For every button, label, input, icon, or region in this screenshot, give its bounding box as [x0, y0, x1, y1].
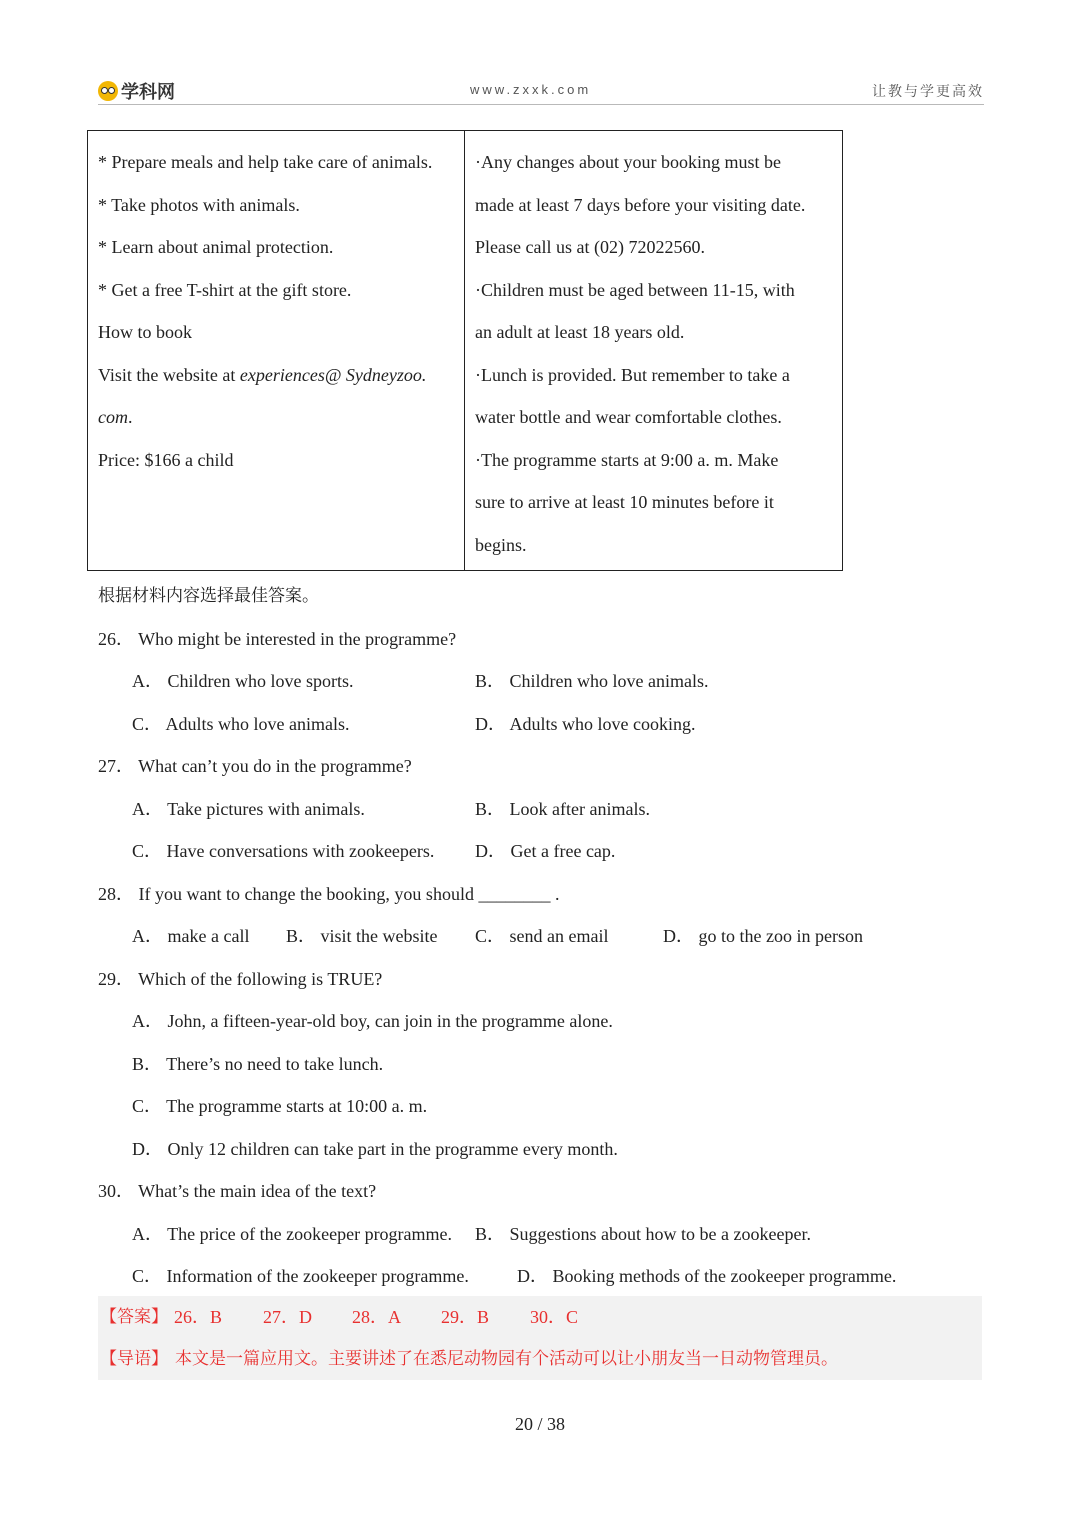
option-a: A． The price of the zookeeper programme. — [132, 1223, 453, 1244]
owl-logo-icon — [98, 81, 118, 101]
question-27-options-row2 — [98, 830, 988, 873]
table-left-line: * Get a free T-shirt at the gift store. — [98, 279, 352, 300]
answer-line — [98, 1296, 982, 1338]
table-left-line: * Prepare meals and help take care of animals. — [98, 152, 433, 172]
table-right-line: ·Lunch is provided. But remember to take a — [475, 364, 790, 385]
answer-box — [98, 1296, 982, 1380]
option-b: B． Suggestions about how to be a zookeeper. — [475, 1223, 811, 1244]
question-29-option-b — [98, 1043, 988, 1086]
question-30-stem: 30． What’s the main idea of the text? — [98, 1181, 377, 1201]
table-left-column — [88, 131, 465, 570]
table-right-line: ·The programme starts at 9:00 a. m. Make — [475, 449, 779, 470]
option-a: A． John, a fifteen-year-old boy, can join in the programme alone. — [132, 1011, 613, 1031]
option-a: A． Children who love sports. — [132, 671, 354, 691]
question-27-stem: 27． What can’t you do in the programme? — [98, 756, 412, 776]
question-29-option-a — [98, 1000, 988, 1043]
table-right-line: ·Children must be aged between 11-15, with — [475, 279, 795, 300]
option-b: B． Children who love animals. — [475, 671, 709, 691]
question-30-options-row1 — [98, 1213, 988, 1256]
info-table — [87, 130, 843, 571]
table-left-line: * Take photos with animals. — [98, 194, 300, 215]
answer-item: 28．A — [352, 1307, 401, 1327]
answer-item: 30．C — [530, 1307, 579, 1327]
table-right-line: ·Any changes about your booking must be — [475, 152, 781, 172]
price-line: Price: $166 a child — [98, 449, 234, 470]
question-30-options-row2 — [98, 1255, 988, 1298]
website-address-end: com — [98, 407, 128, 427]
option-c: C． Adults who love animals. — [132, 713, 350, 734]
website-address: experiences@ Sydneyzoo. — [239, 364, 427, 385]
question-28-options-row — [98, 915, 988, 958]
table-right-column — [465, 131, 842, 570]
option-c: C． send an email — [475, 926, 609, 946]
option-c: C． The programme starts at 10:00 a. m. — [132, 1096, 428, 1116]
logo — [98, 78, 175, 104]
questions-section — [98, 575, 988, 1298]
table-left-line: * Learn about animal protection. — [98, 237, 334, 257]
answer-item: 29．B — [441, 1307, 490, 1327]
option-c: C． Information of the zookeeper programme. — [132, 1266, 469, 1286]
table-left-line — [98, 354, 454, 397]
question-26-stem: 26． Who might be interested in the programme? — [98, 628, 457, 649]
question-27-options-row1 — [98, 788, 988, 831]
answer-item: 26．B — [174, 1307, 223, 1327]
guide-label: 【导语】 — [100, 1349, 168, 1369]
website-period: . — [128, 407, 133, 427]
table-right-line: an adult at least 18 years old. — [475, 322, 685, 342]
slogan: 让教与学更高效 — [872, 84, 984, 100]
question-26-options-row1 — [98, 660, 988, 703]
table-right-line: made at least 7 days before your visiting date. — [475, 194, 806, 215]
option-a: A． Take pictures with animals. — [132, 798, 365, 819]
option-d: D． go to the zoo in person — [663, 926, 863, 946]
question-29-option-d — [98, 1128, 988, 1171]
option-c: C． Have conversations with zookeepers. — [132, 841, 435, 861]
table-right-line: water bottle and wear comfortable clothes. — [475, 407, 782, 427]
website-label: Visit the website at — [98, 364, 236, 385]
question-29-option-c — [98, 1085, 988, 1128]
question-29-stem: 29． Which of the following is TRUE? — [98, 968, 383, 989]
page-number: 20 / 38 — [514, 1414, 565, 1434]
option-d: D． Booking methods of the zookeeper programme. — [517, 1266, 897, 1286]
instruction: 根据材料内容选择最佳答案。 — [98, 586, 319, 606]
option-d: D． Get a free cap. — [475, 841, 616, 861]
guide-line — [98, 1338, 982, 1380]
table-right-line: Please call us at (02) 72022560. — [475, 237, 705, 257]
answer-label: 【答案】 — [100, 1307, 168, 1327]
question-26-options-row2 — [98, 703, 988, 746]
option-d: D． Only 12 children can take part in the programme every month. — [132, 1138, 618, 1159]
question-28-stem: 28． If you want to change the booking, you should ________ . — [98, 883, 560, 904]
option-b: B． There’s no need to take lunch. — [132, 1053, 384, 1074]
answer-item: 27．D — [263, 1307, 312, 1327]
option-b: B． visit the website — [286, 926, 438, 946]
site-url: www.zxxk.com — [470, 82, 592, 97]
table-right-line: begins. — [475, 534, 527, 555]
guide-text: 本文是一篇应用文。主要讲述了在悉尼动物园有个活动可以让小朋友当一日动物管理员。 — [175, 1349, 838, 1369]
table-left-line — [98, 396, 454, 439]
option-b: B． Look after animals. — [475, 798, 650, 819]
table-right-line: sure to arrive at least 10 minutes before it — [475, 492, 774, 512]
logo-text: 学科网 — [121, 82, 175, 103]
option-a: A． make a call — [132, 926, 250, 946]
page-header — [98, 76, 984, 105]
option-d: D． Adults who love cooking. — [475, 713, 696, 734]
table-left-line: How to book — [98, 322, 192, 342]
